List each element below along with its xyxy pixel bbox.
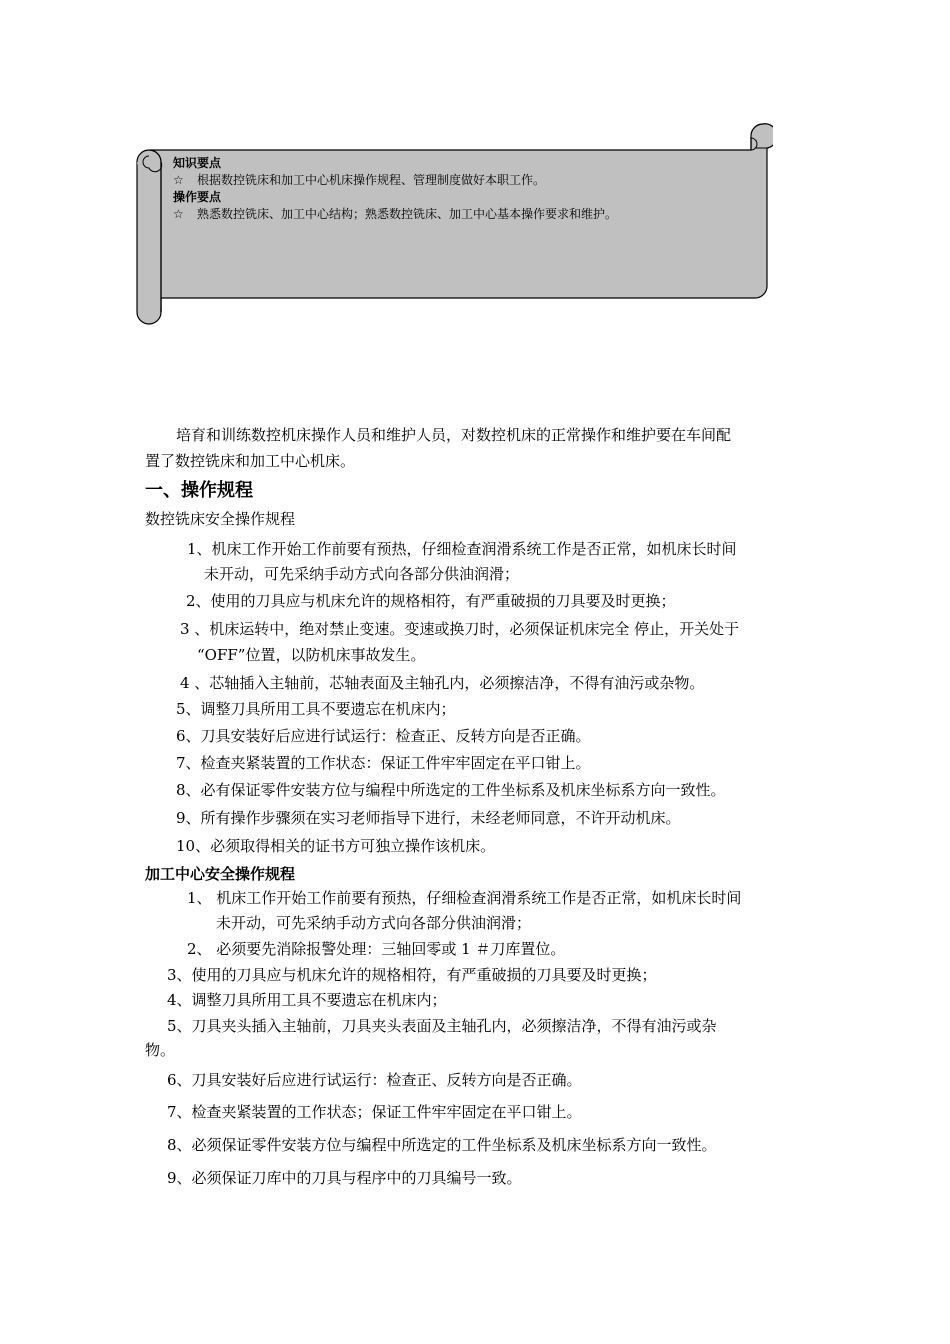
operation-line xyxy=(173,206,753,223)
scroll-banner xyxy=(133,122,773,327)
mill-item: 4 、芯轴插入主轴前，芯轴表面及主轴孔内，必须擦洁净，不得有油污或杂物。 xyxy=(180,674,705,692)
center-item: 1、 机床工作开始工作前要有预热，仔细检查润滑系统工作是否正常，如机床长时间 xyxy=(187,889,742,907)
center-item: 2、 必须要先消除报警处理：三轴回零或 1 ＃刀库置位。 xyxy=(187,940,566,958)
star-icon: ☆ xyxy=(173,173,184,187)
mill-item: “OFF”位置，以防机床事故发生。 xyxy=(197,646,426,664)
center-item: 6、刀具安装好后应进行试运行：检查正、反转方向是否正确。 xyxy=(167,1071,582,1089)
intro-line-1: 培育和训练数控机床操作人员和维护人员，对数控机床的正常操作和维护要在车间配 xyxy=(176,426,732,444)
mill-item: 未开动，可先采纳手动方式向各部分供油润滑； xyxy=(204,565,520,583)
mill-item: 9、所有操作步骤须在实习老师指导下进行，未经老师同意，不许开动机床。 xyxy=(176,809,681,827)
star-icon: ☆ xyxy=(173,207,184,221)
center-item: 9、必须保证刀库中的刀具与程序中的刀具编号一致。 xyxy=(167,1169,522,1187)
banner-text xyxy=(173,155,753,223)
center-item: 4、调整刀具所用工具不要遗忘在机床内； xyxy=(167,991,447,1009)
mill-item: 6、刀具安装好后应进行试运行：检查正、反转方向是否正确。 xyxy=(176,727,591,745)
center-item: 未开动，可先采纳手动方式向各部分供油润滑； xyxy=(216,914,532,932)
scroll-banner-shape xyxy=(133,122,773,327)
intro-line-2: 置了数控铣床和加工中心机床。 xyxy=(145,452,356,470)
mill-item: 3 、机床运转中，绝对禁止变速。变速或换刀时，必须保证机床完全 停止，开关处于 xyxy=(180,620,740,638)
mill-item: 1、机床工作开始工作前要有预热，仔细检查润滑系统工作是否正常，如机床长时间 xyxy=(187,540,737,558)
operation-text: 熟悉数控铣床、加工中心结构；熟悉数控铣床、加工中心基本操作要求和维护。 xyxy=(197,207,618,221)
knowledge-heading: 知识要点 xyxy=(173,156,222,170)
center-title: 加工中心安全操作规程 xyxy=(145,865,296,883)
center-item: 3、使用的刀具应与机床允许的规格相符，有严重破损的刀具要及时更换； xyxy=(167,966,657,984)
center-item: 5、刀具夹头插入主轴前，刀具夹头表面及主轴孔内，必须擦洁净，不得有油污或杂 xyxy=(167,1017,717,1035)
center-item: 7、检查夹紧装置的工作状态；保证工件牢牢固定在平口钳上。 xyxy=(167,1103,582,1121)
mill-item: 8、必有保证零件安装方位与编程中所选定的工件坐标系及机床坐标系方向一致性。 xyxy=(176,781,726,799)
mill-item: 10、必须取得相关的证书方可独立操作该机床。 xyxy=(176,837,496,855)
section-title: 一、操作规程 xyxy=(145,480,253,501)
mill-title: 数控铣床安全操作规程 xyxy=(145,510,296,528)
knowledge-line xyxy=(173,172,753,189)
center-item: 物。 xyxy=(145,1041,176,1059)
mill-item: 2、使用的刀具应与机床允许的规格相符，有严重破损的刀具要及时更换； xyxy=(186,592,676,610)
mill-item: 7、检查夹紧装置的工作状态：保证工件牢牢固定在平口钳上。 xyxy=(176,754,591,772)
knowledge-text: 根据数控铣床和加工中心机床操作规程、管理制度做好本职工作。 xyxy=(197,173,546,187)
center-item: 8、必须保证零件安装方位与编程中所选定的工件坐标系及机床坐标系方向一致性。 xyxy=(167,1136,717,1154)
operation-heading: 操作要点 xyxy=(173,190,222,204)
mill-item: 5、调整刀具所用工具不要遗忘在机床内； xyxy=(176,700,456,718)
